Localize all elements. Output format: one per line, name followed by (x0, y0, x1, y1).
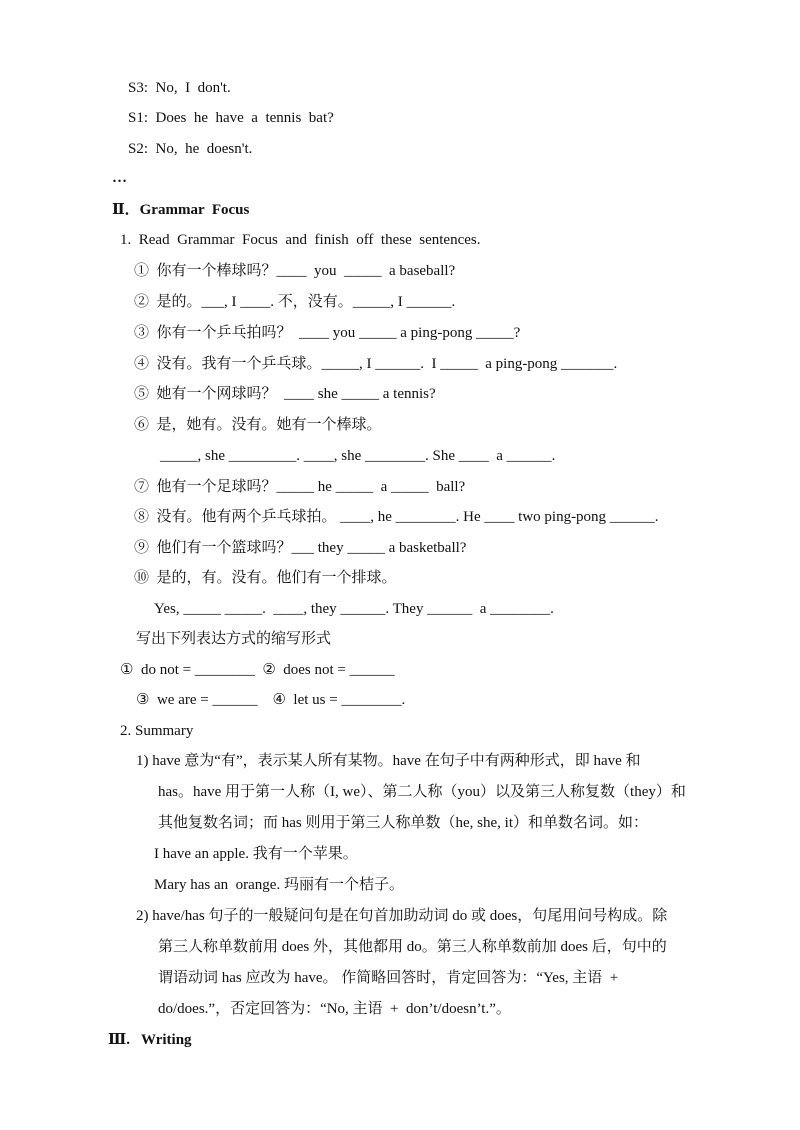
dialogue-line: S1: Does he have a tennis bat? (128, 110, 334, 126)
exercise-item: ⑥ 是，她有。没有。她有一个棒球。 (134, 417, 382, 433)
example-sentence: I have an apple. 我有一个苹果。 (154, 846, 358, 862)
example-sentence: Mary has an orange. 玛丽有一个桔子。 (154, 877, 404, 893)
task1-instruction: 1. Read Grammar Focus and finish off these sentences. (120, 232, 481, 248)
summary-title: 2. Summary (120, 723, 194, 739)
summary-paragraph-line: 其他复数名词；而 has 则用于第三人称单数（he, she, it）和单数名词。如： (158, 815, 648, 831)
exercise-item: ⑧ 没有。他有两个乒乓球拍。 ____, he ________. He ____ two ping-pong ______. (134, 509, 659, 525)
contraction-row: ① do not = ________ ② does not = ______ (120, 662, 395, 678)
exercise-item: ④ 没有。我有一个乒乓球。_____, I ______. I _____ a ping-pong _______. (134, 356, 618, 372)
contractions-title: 写出下列表达方式的缩写形式 (136, 631, 332, 647)
section-heading-writing: Ⅲ. Writing (108, 1032, 192, 1048)
summary-paragraph-line: 第三人称单数前用 does 外，其他都用 do。第三人称单数前加 does 后，句中的 (158, 939, 667, 955)
exercise-item: ⑩ 是的，有。没有。他们有一个排球。 (134, 570, 397, 586)
section-heading-grammar-focus: Ⅱ．Grammar Focus (112, 202, 250, 218)
exercise-item: ② 是的。___, I ____. 不，没有。_____, I ______. (134, 294, 456, 310)
exercise-item: ① 你有一个棒球吗？____ you _____ a baseball? (134, 263, 456, 279)
exercise-item: ③ 你有一个乒乓拍吗？ ____ you _____ a ping-pong _____? (134, 325, 521, 341)
summary-paragraph-line: do/does.”，否定回答为：“No, 主语 + don’t/doesn’t.”。 (158, 1001, 511, 1017)
exercise-item: ⑤ 她有一个网球吗？ ____ she _____ a tennis? (134, 386, 436, 402)
summary-paragraph-line: has。have 用于第一人称（I, we）、第二人称（you）以及第三人称复数（they）和 (158, 784, 686, 800)
exercise-item: ⑨ 他们有一个篮球吗？___ they _____ a basketball? (134, 540, 467, 556)
exercise-item-answer-line: Yes, _____ _____. ____, they ______. They ______ a ________. (154, 601, 554, 617)
dialogue-line: S3: No, I don't. (128, 80, 231, 96)
exercise-item: ⑦ 他有一个足球吗？_____ he _____ a _____ ball? (134, 479, 466, 495)
exercise-item-answer-line: _____, she _________. ____, she ________. She ____ a ______. (160, 448, 556, 464)
dialogue-line: S2: No, he doesn't. (128, 141, 253, 157)
summary-paragraph-line: 谓语动词 has 应改为 have。 作简略回答时，肯定回答为：“Yes, 主语 + (158, 970, 619, 986)
summary-paragraph-line: 2) have/has 句子的一般疑问句是在句首加助动词 do 或 does，句尾用问号构成。除 (136, 908, 668, 924)
ellipsis: … (112, 170, 127, 186)
summary-paragraph-line: 1) have 意为“有”，表示某人所有某物。have 在句子中有两种形式，即 have 和 (136, 753, 641, 769)
contraction-row: ③ we are = ______ ④ let us = ________. (136, 692, 406, 708)
